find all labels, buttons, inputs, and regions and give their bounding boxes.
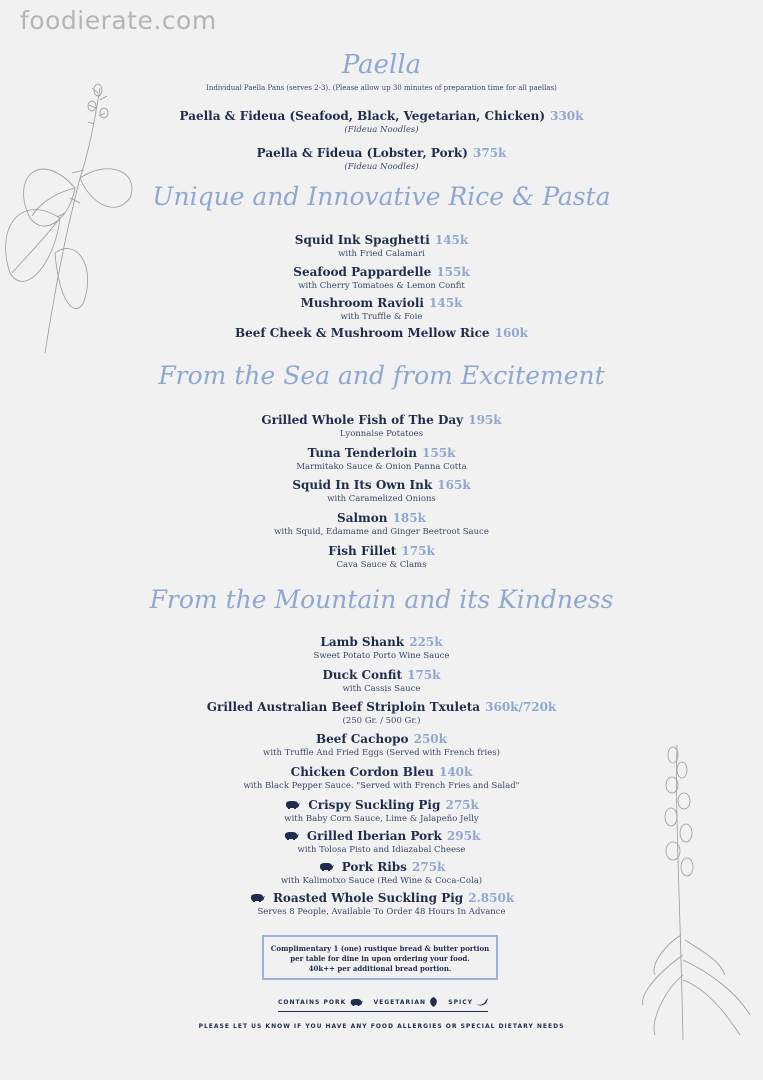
menu-item-price: 275k bbox=[445, 798, 479, 812]
legend-vegetarian-label: VEGETARIAN bbox=[373, 998, 427, 1006]
pig-icon bbox=[284, 800, 300, 809]
menu-item bbox=[0, 631, 763, 661]
menu-item-name: Roasted Whole Suckling Pig bbox=[272, 891, 464, 905]
menu-item-name: Beef Cachopo bbox=[316, 732, 409, 746]
menu-item-price: 145k bbox=[434, 233, 469, 247]
legend-pork-label: CONTAINS PORK bbox=[278, 998, 347, 1006]
legend-spicy bbox=[448, 998, 488, 1006]
menu-item-name: Duck Confit bbox=[322, 668, 402, 682]
menu-item bbox=[0, 105, 763, 135]
menu-item-desc: Lyonnaise Potatoes bbox=[339, 429, 424, 439]
menu-item-price: 155k bbox=[422, 446, 456, 460]
menu-item bbox=[0, 261, 763, 291]
menu-item bbox=[0, 292, 763, 322]
menu-item bbox=[0, 825, 763, 855]
menu-item-desc: with Baby Corn Sauce, Lime & Jalapeño Jelly bbox=[284, 814, 479, 824]
menu-item bbox=[0, 856, 763, 886]
menu-item-name: Chicken Cordon Bleu bbox=[290, 765, 434, 779]
menu-item-price: 145k bbox=[429, 296, 463, 310]
menu-item-name: Mushroom Ravioli bbox=[300, 296, 424, 310]
section-title-paella: Paella bbox=[341, 50, 422, 80]
chili-icon bbox=[476, 998, 488, 1006]
menu-item bbox=[0, 409, 763, 439]
menu-item-price: 155k bbox=[436, 265, 470, 279]
pig-icon bbox=[283, 831, 299, 840]
menu-item bbox=[0, 887, 763, 917]
menu-item-desc: Marmitako Sauce & Onion Panna Cotta bbox=[296, 462, 467, 472]
bread-notice-line: Complimentary 1 (one) rustique bread & butter portion bbox=[270, 944, 490, 953]
menu-item-price: 175k bbox=[401, 544, 435, 558]
menu-item-name: Crispy Suckling Pig bbox=[308, 798, 441, 812]
menu-item-name: Grilled Australian Beef Striploin Txuleta bbox=[206, 700, 481, 714]
menu-item-desc: with Fried Calamari bbox=[338, 249, 425, 259]
menu-item bbox=[0, 507, 763, 537]
menu-item-desc: with Black Pepper Sauce. "Served with French Fries and Salad" bbox=[243, 781, 520, 791]
menu-item-name: Tuna Tenderloin bbox=[307, 446, 417, 460]
legend-spicy-label: SPICY bbox=[448, 998, 473, 1006]
menu-item bbox=[0, 540, 763, 570]
menu-item-desc: Serves 8 People, Available To Order 48 Hours In Advance bbox=[257, 907, 506, 917]
legend-pork bbox=[278, 998, 363, 1006]
legend-vegetarian bbox=[373, 997, 438, 1007]
menu-item-desc: Cava Sauce & Clams bbox=[336, 560, 427, 570]
menu-item-name: Squid In Its Own Ink bbox=[292, 478, 433, 492]
menu-item-name: Grilled Iberian Pork bbox=[306, 829, 442, 843]
menu-item bbox=[0, 442, 763, 472]
bread-notice-line: per table for dine in upon ordering your food. bbox=[290, 954, 470, 963]
bread-notice-line: 40k++ per additional bread portion. bbox=[308, 964, 452, 973]
menu-item bbox=[0, 474, 763, 504]
menu-item-price: 195k bbox=[468, 413, 502, 427]
menu-item-price: 2.850k bbox=[468, 891, 515, 905]
menu-item-desc: (Fideua Noodles) bbox=[344, 125, 419, 135]
menu-item bbox=[0, 322, 763, 341]
pig-icon bbox=[318, 862, 334, 871]
menu-item-name: Grilled Whole Fish of The Day bbox=[261, 413, 464, 427]
menu-item-desc: with Caramelized Onions bbox=[327, 494, 436, 504]
menu-item-desc: with Tolosa Pisto and Idiazabal Cheese bbox=[297, 845, 466, 855]
menu-item-name: Lamb Shank bbox=[320, 635, 405, 649]
section-title-sea: From the Sea and from Excitement bbox=[158, 361, 605, 390]
section-title-rice-pasta: Unique and Innovative Rice & Pasta bbox=[152, 182, 611, 211]
menu-item-desc: with Cassis Sauce bbox=[342, 684, 421, 694]
menu-item-price: 140k bbox=[438, 765, 473, 779]
menu-item-desc: (250 Gr. / 500 Gr.) bbox=[342, 716, 421, 726]
menu-item-price: 175k bbox=[407, 668, 441, 682]
pig-icon bbox=[249, 893, 265, 902]
menu-item bbox=[0, 142, 763, 172]
menu-item-name: Pork Ribs bbox=[341, 860, 407, 874]
section-title-mountain: From the Mountain and its Kindness bbox=[149, 585, 614, 614]
menu-item bbox=[0, 696, 763, 726]
menu-item-price: 160k bbox=[494, 326, 528, 340]
menu-item-name: Squid Ink Spaghetti bbox=[294, 233, 430, 247]
menu-item-name: Seafood Pappardelle bbox=[293, 265, 432, 279]
menu-item-price: 330k bbox=[550, 109, 584, 123]
menu-item-desc: with Kalimotxo Sauce (Red Wine & Coca-Cola) bbox=[280, 876, 483, 886]
menu-item-price: 165k bbox=[437, 478, 471, 492]
menu-item-desc: with Truffle And Fried Eggs (Served with French fries) bbox=[263, 748, 500, 758]
menu-item-name: Fish Fillet bbox=[328, 544, 397, 558]
menu-item bbox=[0, 664, 763, 694]
paella-note: Individual Paella Pans (serves 2-3). (Please allow up 30 minutes of preparation time for all paellas) bbox=[206, 84, 557, 92]
menu-item-price: 225k bbox=[409, 635, 443, 649]
pig-icon bbox=[349, 998, 363, 1006]
menu-item-price: 295k bbox=[446, 829, 481, 843]
menu-item-price: 375k bbox=[472, 146, 507, 160]
menu-item bbox=[0, 794, 763, 824]
leaf-icon bbox=[429, 997, 438, 1007]
menu-item-name: Beef Cheek & Mushroom Mellow Rice bbox=[235, 326, 490, 340]
menu-item-price: 275k bbox=[412, 860, 446, 874]
menu-item bbox=[0, 229, 763, 259]
bread-notice bbox=[262, 935, 498, 980]
menu-item-name: Paella & Fideua (Seafood, Black, Vegetarian, Chicken) bbox=[179, 109, 546, 123]
menu-item-name: Salmon bbox=[337, 511, 388, 525]
menu-item-desc: with Truffle & Foie bbox=[340, 312, 423, 322]
menu-item bbox=[0, 761, 763, 791]
allergy-notice: PLEASE LET US KNOW IF YOU HAVE ANY FOOD ALLERGIES OR SPECIAL DIETARY NEEDS bbox=[198, 1023, 565, 1030]
dietary-legend bbox=[278, 993, 488, 1012]
menu-item-price: 250k bbox=[413, 732, 447, 746]
menu-item-name: Paella & Fideua (Lobster, Pork) bbox=[256, 146, 468, 160]
watermark: foodierate.com bbox=[20, 6, 217, 35]
menu-item-desc: Sweet Potato Porto Wine Sauce bbox=[313, 651, 450, 661]
menu-item-desc: (Fideua Noodles) bbox=[344, 162, 419, 172]
menu-item-price: 360k/720k bbox=[485, 700, 557, 714]
menu-item-price: 185k bbox=[392, 511, 426, 525]
menu-item-desc: with Cherry Tomatoes & Lemon Confit bbox=[298, 281, 465, 291]
menu-item bbox=[0, 728, 763, 758]
menu-item-desc: with Squid, Edamame and Ginger Beetroot Sauce bbox=[274, 527, 489, 537]
